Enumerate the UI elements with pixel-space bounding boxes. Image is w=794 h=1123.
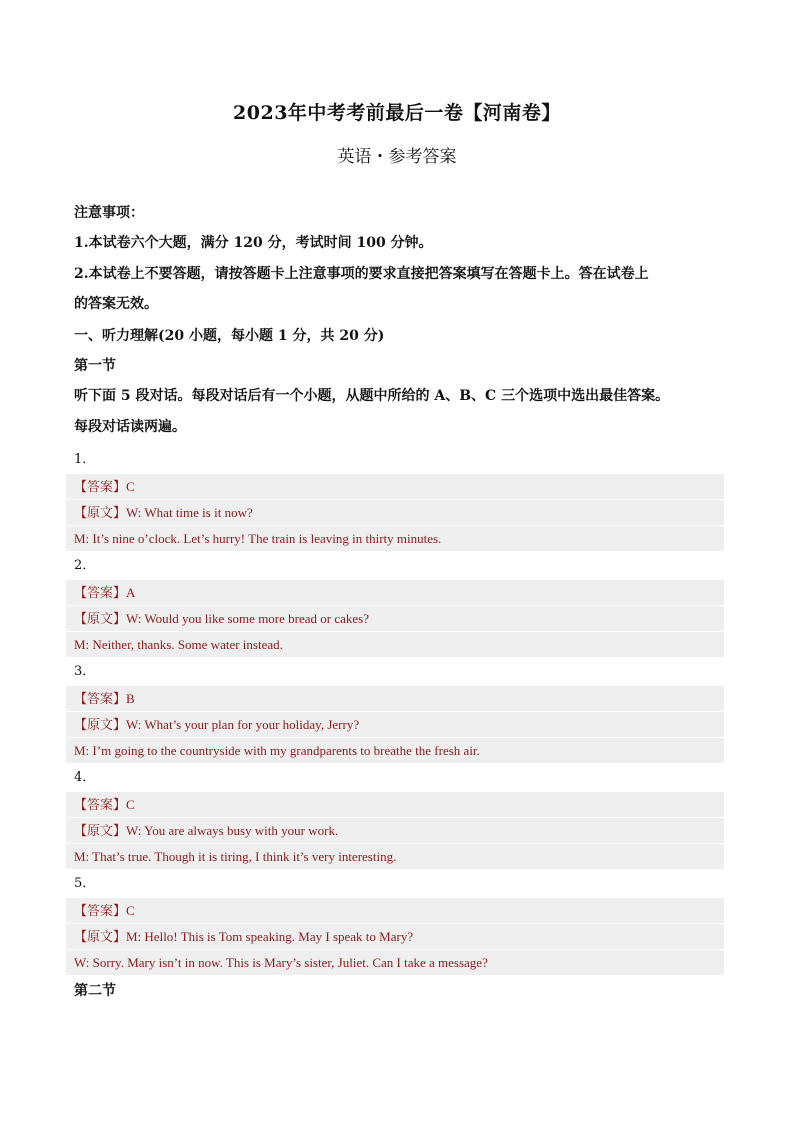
transcript-row <box>66 712 724 737</box>
transcript-line-1: 【原文】M: Hello! This is Tom speaking. May I speak to Mary? <box>74 929 414 944</box>
notice-item-2-line-1: 2.本试卷上不要答题，请按答题卡上注意事项的要求直接把答案填写在答题卡上。答在试卷上 <box>74 266 649 282</box>
transcript-row <box>66 738 724 763</box>
notice-heading: 注意事项： <box>74 205 144 221</box>
transcript-row <box>66 818 724 843</box>
transcript-line-2: M: It’s nine o’clock. Let’s hurry! The train is leaving in thirty minutes. <box>74 531 442 546</box>
page-title: 2023年中考考前最后一卷【河南卷】 <box>233 102 561 124</box>
transcript-line-1: 【原文】W: You are always busy with your work. <box>74 823 339 838</box>
transcript-row <box>66 606 724 631</box>
instructions-line-1: 听下面 5 段对话。每段对话后有一个小题，从题中所给的 A、B、C 三个选项中选出最佳答案。 <box>74 388 670 404</box>
transcript-line-2: M: I’m going to the countryside with my grandparents to breathe the fresh air. <box>74 743 480 758</box>
transcript-line-2: M: Neither, thanks. Some water instead. <box>74 637 283 652</box>
answer-row <box>66 686 724 711</box>
answer-text: 【答案】C <box>74 903 135 918</box>
transcript-line-1: 【原文】W: What’s your plan for your holiday, Jerry? <box>74 717 360 732</box>
answer-text: 【答案】C <box>74 479 135 494</box>
transcript-line-1: 【原文】W: Would you like some more bread or cakes? <box>74 611 369 626</box>
part-two-heading: 第二节 <box>74 983 116 999</box>
transcript-row <box>66 924 724 949</box>
answer-text: 【答案】A <box>74 585 136 600</box>
transcript-line-2: W: Sorry. Mary isn’t in now. This is Mary’s sister, Juliet. Can I take a message? <box>74 955 488 970</box>
notice-item-1: 1.本试卷六个大题，满分 120 分，考试时间 100 分钟。 <box>74 235 433 251</box>
answer-row <box>66 792 724 817</box>
answer-row <box>66 474 724 499</box>
transcript-row <box>66 844 724 869</box>
transcript-row <box>66 526 724 551</box>
transcript-row <box>66 500 724 525</box>
page-subtitle: 英语・参考答案 <box>337 147 457 167</box>
transcript-line-1: 【原文】W: What time is it now? <box>74 505 253 520</box>
transcript-row <box>66 632 724 657</box>
answer-text: 【答案】B <box>74 691 135 706</box>
question-number: 2． <box>74 558 96 573</box>
question-number: 5． <box>74 876 96 891</box>
question-number: 1． <box>74 452 96 467</box>
section-heading: 一、听力理解(20 小题，每小题 1 分，共 20 分) <box>74 328 385 344</box>
answer-text: 【答案】C <box>74 797 135 812</box>
notice-item-2-line-2: 的答案无效。 <box>74 296 158 312</box>
instructions-line-2: 每段对话读两遍。 <box>74 419 186 435</box>
answer-row <box>66 580 724 605</box>
question-number: 3． <box>74 664 96 679</box>
transcript-line-2: M: That’s true. Though it is tiring, I think it’s very interesting. <box>74 849 397 864</box>
part-one-heading: 第一节 <box>74 358 116 374</box>
answer-row <box>66 898 724 923</box>
question-number: 4． <box>74 770 96 785</box>
transcript-row <box>66 950 724 975</box>
